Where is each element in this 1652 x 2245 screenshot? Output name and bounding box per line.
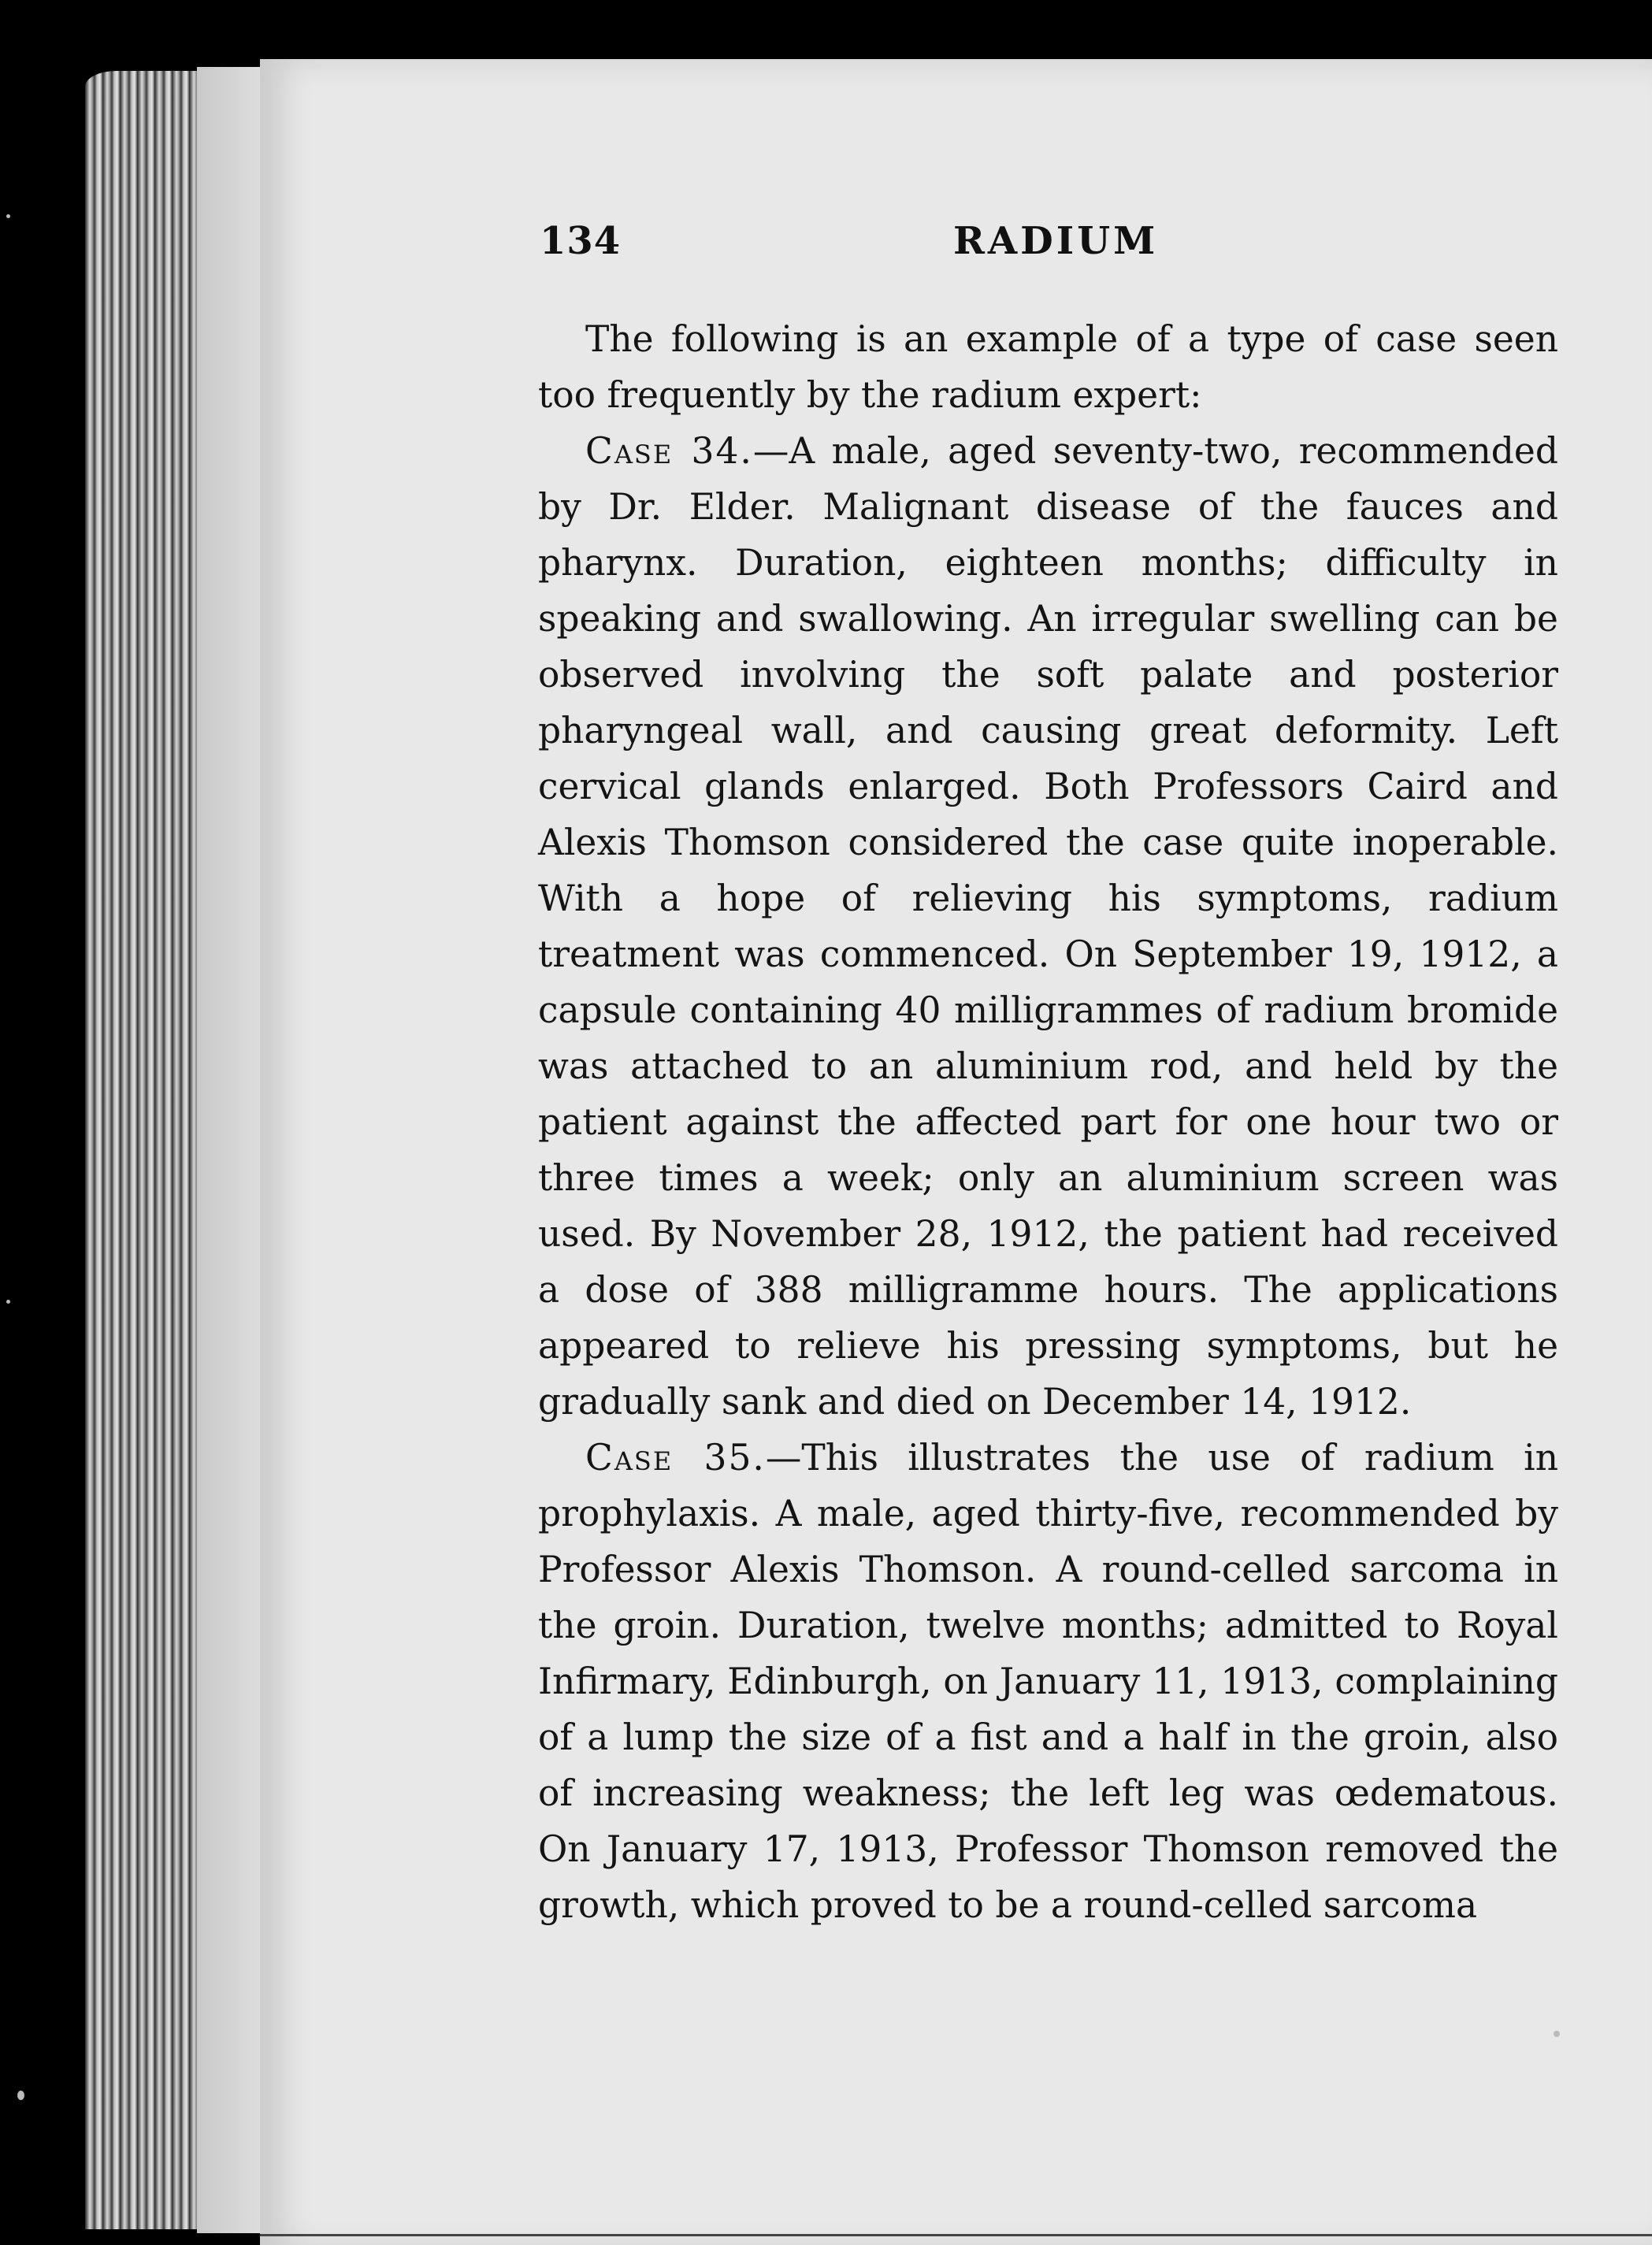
- case-label: Case 34.: [585, 430, 753, 472]
- dust-speck: [6, 214, 10, 218]
- paragraph-case-34: [538, 423, 1558, 1430]
- paragraph-intro: [538, 311, 1558, 423]
- dust-speck: [6, 1300, 10, 1304]
- paragraph-text: —This illustrates the use of radium in prophylaxis. A male, aged thirty-five, recommended by Professor Alexis Thomson. A round-celled sarcoma in the groin. Duration, twelve months; admitted to Royal Infirmary, Edinburgh, on January 11, 1913, complaining of a lump the size of a fist and a half in the groin, also of increasing weakness; the left leg was œdematous. On January 17, 1913, Professor Thomson removed the growth, which proved to be a round-celled sarcoma: [538, 1437, 1558, 1926]
- dust-speck: [17, 2091, 24, 2100]
- paragraph-case-35: [538, 1430, 1558, 1933]
- page-number: 134: [540, 219, 622, 263]
- paragraph-text: The following is an example of a type of case seen too frequently by the radium expert:: [538, 318, 1558, 416]
- dust-speck: [1554, 2031, 1560, 2037]
- body-text: [538, 311, 1558, 1933]
- case-label: Case 35.: [585, 1437, 766, 1479]
- page-header: [540, 219, 1556, 282]
- paragraph-text: —A male, aged seventy-two, recommended by Dr. Elder. Malignant disease of the fauces and pharynx. Duration, eighteen months; difficulty in speaking and swallowing. An irregular swelling can be observed involving the soft palate and posterior pharyngeal wall, and causing great deformity. Left cervical glands enlarged. Both Professors Caird and Alexis Thomson considered the case quite inoperable. With a hope of relieving his symptoms, radium treatment was commenced. On September 19, 1912, a capsule containing 40 milligrammes of radium bromide was attached to an aluminium rod, and held by the patient against the affected part for one hour two or three times a week; only an aluminium screen was used. By November 28, 1912, the patient had received a dose of 388 milligramme hours. The applications appeared to relieve his pressing symptoms, but he gradually sank and died on December 14, 1912.: [538, 430, 1558, 1423]
- page-bottom-edge: [260, 2234, 1652, 2236]
- running-head: RADIUM: [953, 219, 1159, 263]
